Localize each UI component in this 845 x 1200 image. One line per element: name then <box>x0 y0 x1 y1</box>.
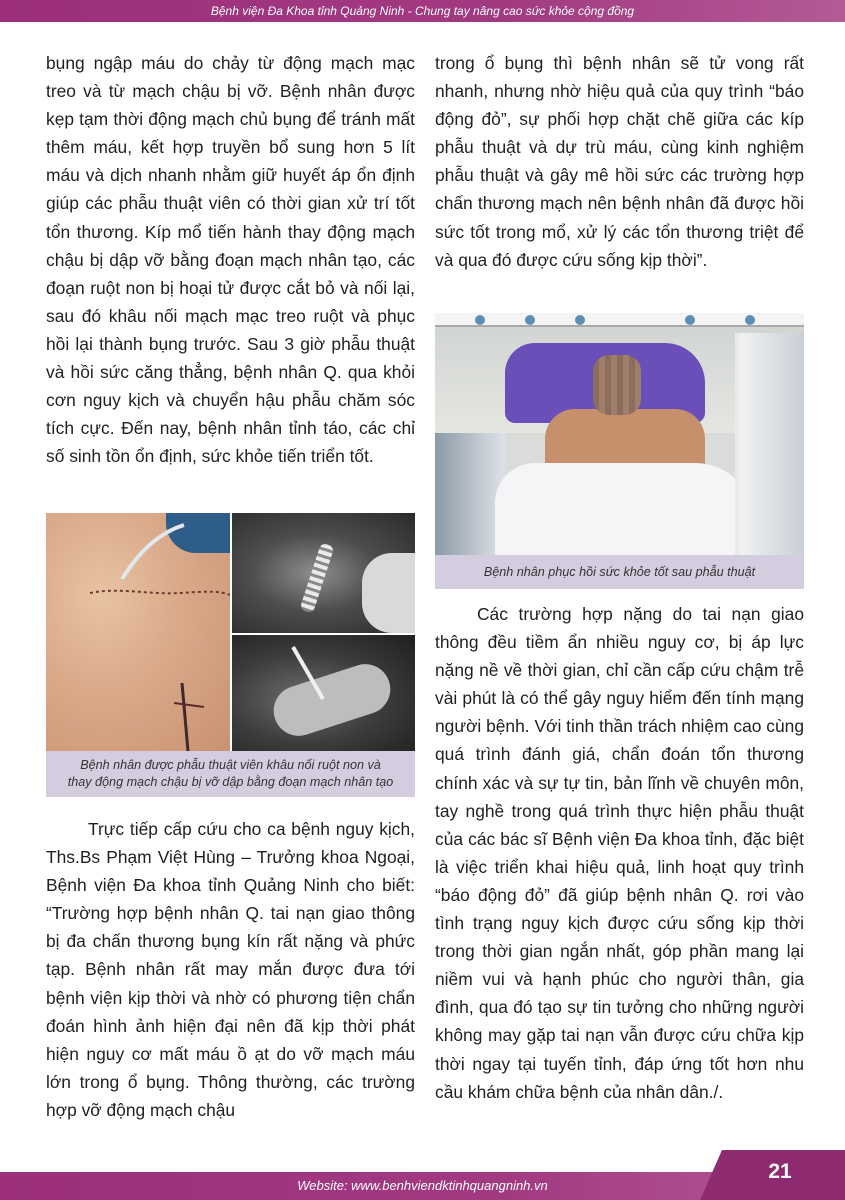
bed-rail-right <box>735 333 804 555</box>
drain-icon <box>174 683 214 751</box>
footer-website: Website: www.benhviendktinhquangninh.vn <box>297 1178 548 1193</box>
photo-caption-left <box>46 751 415 797</box>
patient-recovery-photo <box>435 313 804 555</box>
surgeon-hand <box>267 658 397 743</box>
article-paragraph: bụng ngập máu do chảy từ động mạch mạc treo và từ mạch chậu bị vỡ. Bệnh nhân được kẹp tạm thời động mạch chủ bụng để tránh mất thêm máu, kết hợp truyền bổ sung hơn 5 lít máu và dịch nhanh nhằm giữ huyết áp ổn định giúp các phẫu thuật viên có thời gian xử trí tốt tổn thương. Kíp mổ tiến hành thay động mạch chậu bị dập vỡ bằng đoạn mạch nhân tạo, các đoạn ruột non bị hoại tử được cắt bỏ và nối lại, sau đó khâu nối mạch mạc treo ruột và phục hồi lại thành bụng trước. Sau 3 giờ phẫu thuật và hồi sức căng thẳng, bệnh nhân Q. qua khỏi cơn nguy kịch và chuyển hậu phẫu chăm sóc tích cực. Đến nay, bệnh nhân tỉnh táo, các chỉ số sinh tồn ổn định, sức khỏe tiến triển tốt. <box>46 53 415 467</box>
page-header <box>0 0 845 22</box>
right-column-text-bottom <box>435 600 804 1106</box>
caption-text: Bệnh nhân phục hồi sức khỏe tốt sau phẫu thuật <box>483 565 756 579</box>
left-column-text-bottom <box>46 815 415 1124</box>
bed-sheet <box>495 463 755 555</box>
suture-line-icon <box>90 573 230 613</box>
page-number: 21 <box>768 1160 792 1183</box>
left-column-text-top <box>46 49 415 470</box>
abdomen-suture-photo <box>46 513 230 751</box>
article-paragraph: Trực tiếp cấp cứu cho ca bệnh nguy kịch, Ths.Bs Phạm Việt Hùng – Trưởng khoa Ngoại, Bệnh viện Đa khoa tỉnh Quảng Ninh cho biết: “Trường hợp bệnh nhân Q. tai nạn giao thông bị đa chấn thương bụng kín rất nặng và phức tạp. Bệnh nhân rất may mắn được đưa tới bệnh viện kịp thời và nhờ có phương tiện chẩn đoán hình ảnh hiện đại nên đã kịp thời phát hiện nguy cơ mất máu ồ ạt do vỡ mạch máu lớn trong ổ bụng. Thông thường, các trường hợp vỡ động mạch chậu <box>46 819 415 1120</box>
article-paragraph: trong ổ bụng thì bệnh nhân sẽ tử vong rất nhanh, nhưng nhờ hiệu quả của quy trình “báo động đỏ”, sự phối hợp chặt chẽ giữa các kíp phẫu thuật và dự trù máu, cùng kinh nghiệm phẫu thuật và gây mê hồi sức các trường hợp chấn thương mạch nên bệnh nhân đã được hồi sức tốt trong mổ, xử lý các tổn thương triệt để và qua đó được cứu sống kịp thời”. <box>435 53 804 270</box>
surgery-photo-collage <box>46 513 415 751</box>
header-title: Bệnh viện Đa Khoa tỉnh Quảng Ninh - Chung tay nâng cao sức khỏe cộng đồng <box>210 4 635 18</box>
blurred-face <box>593 355 641 415</box>
intestine-suture-photo <box>232 635 415 751</box>
photo-caption-right <box>435 555 804 589</box>
glove-hand <box>362 553 415 633</box>
article-paragraph: Các trường hợp nặng do tai nạn giao thông đều tiềm ẩn nhiều nguy cơ, bị áp lực nặng nề về thời gian, chỉ cần cấp cứu chậm trễ vài phút là có thể gây nguy hiểm đến tính mạng người bệnh. Với tinh thần trách nhiệm cao cùng quá trình đánh giá, chẩn đoán tổn thương chính xác và sự tự tin, bản lĩnh về chuyên môn, tay nghề trong quá trình thực hiện phẫu thuật của các bác sĩ Bệnh viện Đa khoa tỉnh, đặc biệt là việc triển khai hiệu quả, linh hoạt quy trình “báo động đỏ” đã giúp bệnh nhân Q. rơi vào tình trạng nguy kịch được cứu sống kịp thời trong thời gian ngắn nhất, góp phần mang lại niềm vui và hạnh phúc cho người thân, gia đình, qua đó tạo sự tin tưởng cho những người không may gặp tai nạn vẫn được cứu chữa kịp thời ngay tại tuyến tỉnh, đáp ứng tốt hơn nhu cầu khám chữa bệnh của nhân dân./. <box>435 604 804 1102</box>
gas-outlet-rail <box>435 313 804 327</box>
vascular-graft-photo <box>232 513 415 633</box>
graft-icon <box>300 543 335 614</box>
caption-line-2: thay động mạch chậu bị vỡ dập bằng đoạn mạch nhân tạo <box>67 775 394 789</box>
right-column-text-top <box>435 49 804 274</box>
caption-line-1: Bệnh nhân được phẫu thuật viên khâu nối ruột non và <box>80 758 381 772</box>
